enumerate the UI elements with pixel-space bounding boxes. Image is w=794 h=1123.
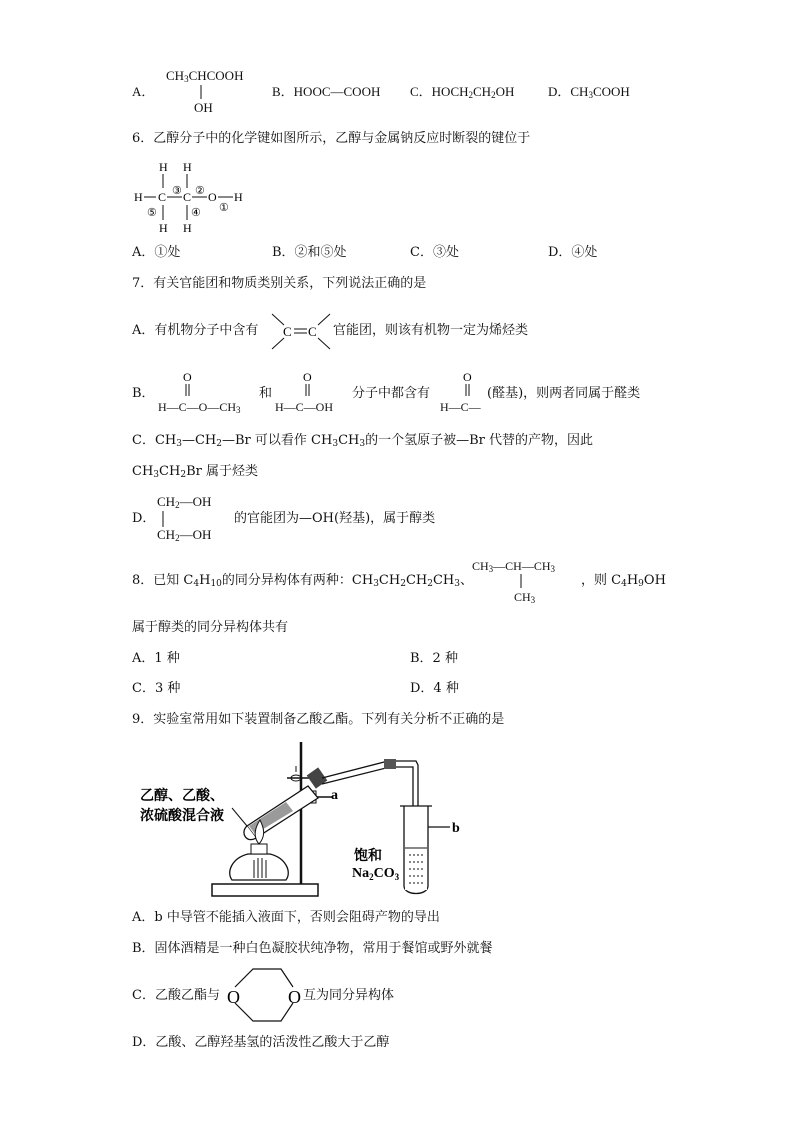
q7-glycol-top: $CH_2—OH$: [157, 494, 212, 510]
q9-stem: 9．实验室常用如下装置制备乙酸乙酯。下列有关分析不正确的是: [132, 712, 505, 727]
q9-option-a: A．b 中导管不能插入液面下，否则会阻碍产物的导出: [132, 910, 440, 925]
q6-option-d: D．④处: [548, 245, 598, 260]
q6-bond-4: ④: [191, 207, 201, 219]
q6-h-left: H: [134, 190, 143, 204]
q6-o: O: [208, 190, 217, 204]
q6-h-top-right: H: [183, 160, 192, 174]
q7-option-c-line2: $CH_3CH_2Br$ 属于烃类: [132, 464, 258, 480]
q6-bond-2: ②: [195, 185, 205, 197]
q5-option-c: C．$HOCH_2CH_2OH$: [410, 84, 515, 100]
q8-stem-line2: 属于醇类的同分异构体共有: [132, 620, 289, 635]
q7-aldehyde-o: O: [463, 370, 472, 384]
q7-formic-o: O: [303, 370, 312, 384]
q9-option-c-post: 互为同分异构体: [303, 988, 395, 1003]
q9-option-c-pre: C．乙酸乙酯与: [132, 988, 220, 1003]
q5-option-a-oh: OH: [194, 100, 213, 115]
q6-option-a: A．①处: [132, 245, 181, 260]
q9-dioxane-o1: O: [227, 987, 240, 1007]
q7-option-a-pre: A．有机物分子中含有: [132, 323, 259, 338]
q8-isobutane-top: $CH_3—CH—CH_3$: [472, 559, 556, 574]
q8-stem-tail: ，则 $C_4H_9OH$: [581, 573, 666, 589]
q8-option-b: B．2 种: [410, 651, 458, 666]
q6-stem: 6．乙醇分子中的化学键如图所示，乙醇与金属钠反应时断裂的键位于: [132, 131, 531, 146]
q7-option-b-label: B．: [132, 386, 155, 401]
q8-option-c: C．3 种: [132, 681, 181, 696]
q7-formic-formula: H—C—OH: [275, 400, 334, 414]
q9-label-saturated: 饱和: [354, 849, 382, 864]
q7-option-a-post: 官能团，则该有机物一定为烯烃类: [333, 323, 529, 338]
q6-h-top-left: H: [159, 160, 168, 174]
q7-option-c-line1: C．$CH_3—CH_2—Br$ 可以看作 $CH_3CH_3$的一个氢原子被—Br 代替的产物，因此: [132, 433, 593, 449]
q7-aldehyde-formula: H—C—: [440, 400, 481, 414]
q5-option-b: B．HOOC—COOH: [272, 84, 381, 99]
q8-stem-line1: 8．已知 $C_4H_{10}$的同分异构体有两种：$CH_3CH_2CH_2CH_3$、: [132, 573, 474, 589]
q9-label-mixture-line1: 乙醇、乙酸、: [140, 789, 224, 804]
q5-option-d: D．$CH_3COOH$: [548, 84, 630, 100]
q7-glycol-bottom: $CH_2—OH$: [157, 527, 212, 543]
q9-option-d: D．乙酸、乙醇羟基氢的活泼性乙酸大于乙醇: [132, 1035, 390, 1050]
q6-option-c: C．③处: [410, 245, 459, 260]
q8-option-d: D．4 种: [410, 681, 459, 696]
q9-label-a: a: [331, 788, 338, 803]
q7-stem: 7．有关官能团和物质类别关系，下列说法正确的是: [132, 276, 427, 291]
q6-h-bottom-left: H: [159, 221, 168, 235]
q8-isobutane-bottom: $CH_3$: [514, 590, 536, 605]
q7-option-d-post: 的官能团为—OH(羟基)，属于醇类: [234, 511, 436, 526]
q6-h-right: H: [234, 190, 243, 204]
q8-option-a: A．1 种: [132, 651, 180, 666]
q7-formate-formula: $H—C—O—CH_3$: [158, 400, 241, 415]
q6-option-b: B．②和⑤处: [272, 245, 347, 260]
q7-formate-o: O: [183, 370, 192, 384]
q6-bond-5: ⑤: [147, 207, 157, 219]
q9-label-mixture-line2: 浓硫酸混合液: [140, 809, 224, 824]
q9-label-b: b: [452, 821, 460, 836]
q9-label-na2co3: $Na_2CO_3$: [352, 866, 400, 882]
q7-option-b-post: (醛基)，则两者同属于醛类: [487, 386, 641, 401]
q7-option-d-label: D．: [132, 511, 156, 526]
q5-option-a-formula: $CH_3CHCOOH$: [166, 68, 244, 84]
q6-c-right: C: [183, 190, 192, 204]
q7-alkene-c2: C: [308, 324, 317, 339]
q7-option-b-and: 和: [259, 386, 273, 401]
q6-bond-1: ①: [219, 202, 229, 214]
q6-bond-3: ③: [172, 185, 182, 197]
q7-alkene-c1: C: [283, 324, 292, 339]
q6-h-bottom-right: H: [183, 221, 192, 235]
q5-option-a-label: A．: [132, 84, 155, 99]
q6-c-left: C: [158, 190, 167, 204]
q9-dioxane-o2: O: [288, 987, 301, 1007]
q9-option-b: B．固体酒精是一种白色凝胶状纯净物，常用于餐馆或野外就餐: [132, 941, 493, 956]
q7-option-b-mid: 分子中都含有: [352, 386, 431, 401]
